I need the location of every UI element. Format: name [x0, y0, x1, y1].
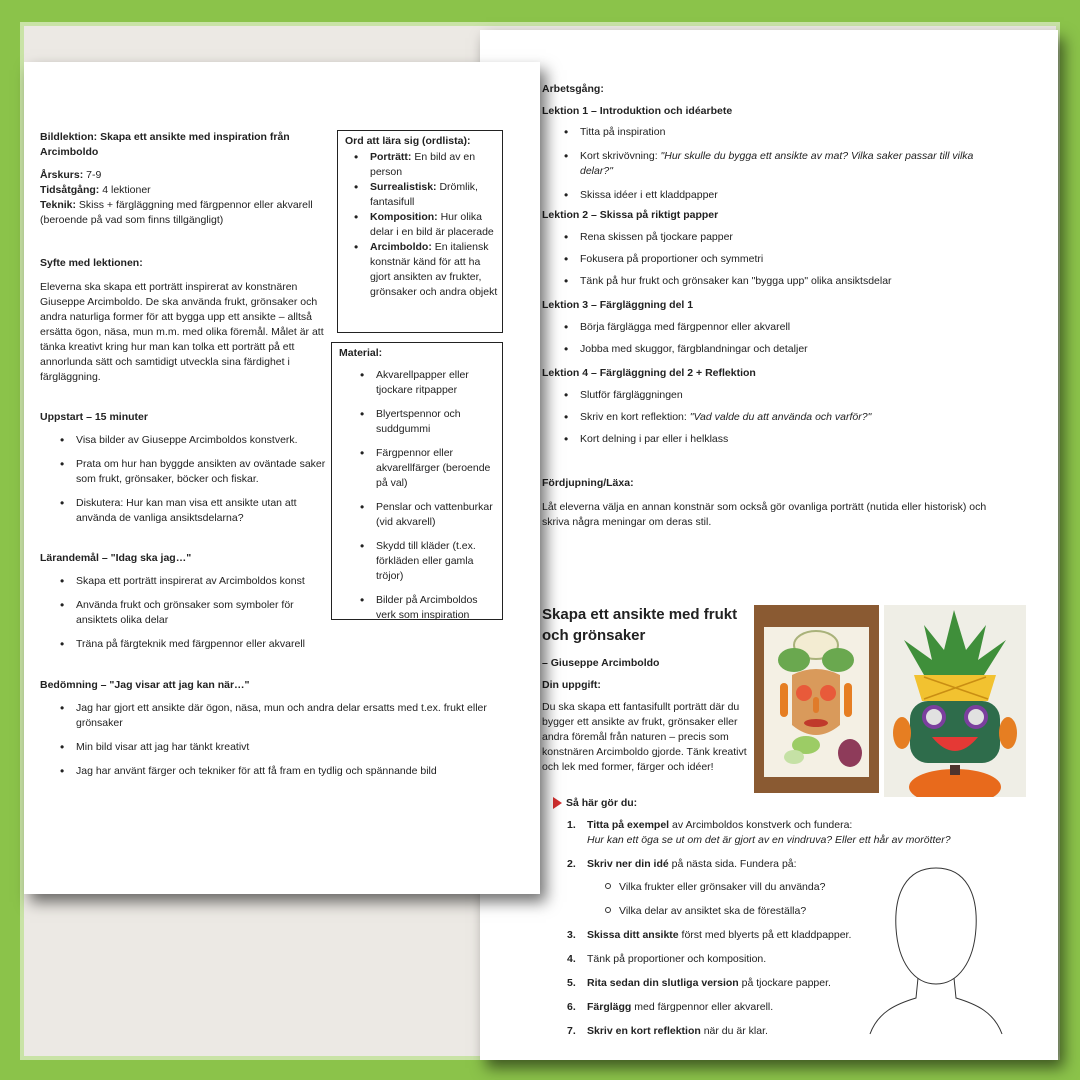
syfte-text: Eleverna ska skapa ett porträtt inspirerat av konstnären Giuseppe Arcimboldo. De ska använda frukt, grönsaker och andra naturliga former för att bygga upp ett ansikte – alltså ersätta ögon, näsa, mun m.m. med olika föremål. Målet är att tänka kreativt kring hur man kan tolka ett porträtt på ett annorlunda sätt och samtidigt utveckla sina färdighet i färgläggning. [40, 281, 324, 383]
sa-har-title: Så här gör du: [566, 797, 638, 809]
bedomning-list [56, 701, 506, 788]
worksheet-title: Skapa ett ansikte med frukt och grönsaker [542, 606, 738, 644]
material-box [331, 342, 503, 620]
lesson-meta: Årskurs: 7-9 Tidsåtgång: 4 lektioner Teknik: Skiss + färgläggning med färgpennor eller akvarell (beroende på vad som finns tillgängligt) [40, 169, 313, 226]
material-title: Material: [339, 347, 383, 359]
quote: "Hur skulle du bygga ett ansikte av mat? Vilka saker passar till vilka delar?" [580, 150, 974, 177]
list-item: • Jobba med skuggor, färgblandningar och detaljer [560, 342, 1010, 357]
lesson-plan-page [24, 62, 540, 894]
glossary-item: • Surrealistisk: Drömlik, fantasifull [350, 180, 500, 210]
step-item: 2. Skriv ner din idé på nästa sida. Fundera på: Vilka frukter eller grönsaker vill du använda? Vilka delar av ansiktet ska de föreställa? [555, 857, 955, 919]
list-item: • Rena skissen på tjockare papper [560, 230, 1010, 245]
list-item: • Träna på färgteknik med färgpennor eller akvarell [56, 637, 326, 652]
lesson-3-list [560, 320, 1010, 364]
ordlista-box [337, 130, 503, 333]
larandemal-title: Lärandemål – "Idag ska jag…" [40, 552, 192, 564]
face-outline-icon [866, 866, 1006, 1046]
list-item: • Fokusera på proportioner och symmetri [560, 252, 1010, 267]
list-item: • Titta på inspiration [560, 125, 990, 140]
lesson-4-title: Lektion 4 – Färgläggning del 2 + Reflektion [542, 367, 756, 379]
quote: "Vad valde du att använda och varför?" [689, 411, 872, 423]
lesson-4-list [560, 388, 1010, 454]
uppstart-list [56, 433, 326, 535]
list-item: • Jag har gjort ett ansikte där ögon, näsa, mun och andra delar ersatts med t.ex. frukt eller grönsaker [56, 701, 506, 731]
list-item: • Slutför färgläggningen [560, 388, 1010, 403]
material-item: • Blyertspennor och suddgummi [356, 407, 496, 437]
worksheet-subtitle: – Giuseppe Arcimboldo [542, 657, 660, 669]
material-item: • Färgpennor eller akvarellfärger (beroende på val) [356, 446, 496, 491]
step-item: 6. Färglägg med färgpennor eller akvarell. [567, 1001, 774, 1013]
din-uppgift-title: Din uppgift: [542, 679, 601, 691]
ordlista-title: Ord att lära sig (ordlista): [345, 135, 471, 147]
list-item: • Visa bilder av Giuseppe Arcimboldos konstverk. [56, 433, 326, 448]
list-item: • Skapa ett porträtt inspirerat av Arcimboldos konst [56, 574, 326, 589]
material-item: • Akvarellpapper eller tjockare ritpapper [356, 368, 496, 398]
arbetsgang-title: Arbetsgång: [542, 83, 604, 95]
step-item: 5. Rita sedan din slutliga version på tjockare papper. [567, 977, 831, 989]
step-item: 3. Skissa ditt ansikte först med blyerts på ett kladdpapper. [567, 929, 852, 941]
lesson-1-list [560, 125, 990, 212]
material-item: • Bilder på Arcimboldos verk som inspiration [356, 593, 496, 623]
larandemal-list [56, 574, 326, 661]
bedomning-title: Bedömning – "Jag visar att jag kan när…" [40, 679, 250, 691]
sub-item: Vilka frukter eller grönsaker vill du använda? [587, 880, 955, 895]
step-item: 7. Skriv en kort reflektion när du är klar. [567, 1025, 768, 1037]
syfte-title: Syfte med lektionen: [40, 257, 143, 269]
list-item: • Tänk på hur frukt och grönsaker kan "bygga upp" olika ansiktsdelar [560, 274, 1010, 289]
list-item: • Kort skrivövning: "Hur skulle du bygga ett ansikte av mat? Vilka saker passar till vilka delar?" [560, 149, 990, 179]
list-item: • Min bild visar att jag har tänkt kreativt [56, 740, 506, 755]
fordjupning-text: Låt eleverna välja en annan konstnär som också gör ovanliga porträtt (nutida eller historisk) och skriva några meningar om deras stil. [542, 501, 987, 528]
lesson-title: Bildlektion: Skapa ett ansikte med inspiration från Arcimboldo [40, 131, 290, 158]
material-item: • Penslar och vattenburkar (vid akvarell) [356, 500, 496, 530]
arrow-icon [553, 797, 562, 809]
glossary-item: • Arcimboldo: En italiensk konstnär känd för att ha gjort ansikten av frukter, grönsaker och andra objekt [350, 240, 500, 300]
list-item: • Kort delning i par eller i helklass [560, 432, 1010, 447]
step-item: 1. Titta på exempel av Arcimboldos konstverk och fundera: Hur kan ett öga se ut om det är gjort av en vindruva? Eller ett hår av morötter? [567, 819, 951, 846]
lesson-1-title: Lektion 1 – Introduktion och idéarbete [542, 105, 733, 117]
uppgift-text: Du ska skapa ett fantasifullt porträtt där du bygger ett ansikte av frukt, grönsaker eller andra föremål från naturen – precis som konstnären Arcimboldo gjorde. Tänk kreativt och lek med former, färger och idéer! [542, 701, 747, 773]
lesson-2-list [560, 230, 1010, 296]
glossary-item: • Komposition: Hur olika delar i en bild är placerade [350, 210, 500, 240]
list-item: • Skissa idéer i ett kladdpapper [560, 188, 990, 203]
sub-item: Vilka delar av ansiktet ska de föreställa? [587, 904, 955, 919]
lesson-3-title: Lektion 3 – Färgläggning del 1 [542, 299, 694, 311]
vegetable-portrait-image [754, 605, 879, 793]
lesson-2-title: Lektion 2 – Skissa på riktigt papper [542, 209, 719, 221]
list-item: • Använda frukt och grönsaker som symboler för ansiktets olika delar [56, 598, 326, 628]
pineapple-portrait-image [884, 605, 1026, 797]
fordjupning-title: Fördjupning/Läxa: [542, 477, 634, 489]
list-item: • Diskutera: Hur kan man visa ett ansikte utan att använda de vanliga ansiktsdelarna? [56, 496, 326, 526]
material-list [356, 368, 496, 632]
material-item: • Skydd till kläder (t.ex. förkläden eller gamla tröjor) [356, 539, 496, 584]
glossary-item: • Porträtt: En bild av en person [350, 150, 500, 180]
list-item: • Jag har använt färger och tekniker för att få fram en tydlig och spännande bild [56, 764, 506, 779]
ordlista-list [350, 150, 500, 300]
step-item: 4. Tänk på proportioner och komposition. [567, 953, 767, 965]
list-item: • Prata om hur han byggde ansikten av oväntade saker som frukt, grönsaker, böcker och fiskar. [56, 457, 326, 487]
list-item: • Börja färglägga med färgpennor eller akvarell [560, 320, 1010, 335]
list-item: • Skriv en kort reflektion: "Vad valde du att använda och varför?" [560, 410, 1010, 425]
worksheet-page [480, 30, 1058, 1060]
uppstart-title: Uppstart – 15 minuter [40, 411, 148, 423]
